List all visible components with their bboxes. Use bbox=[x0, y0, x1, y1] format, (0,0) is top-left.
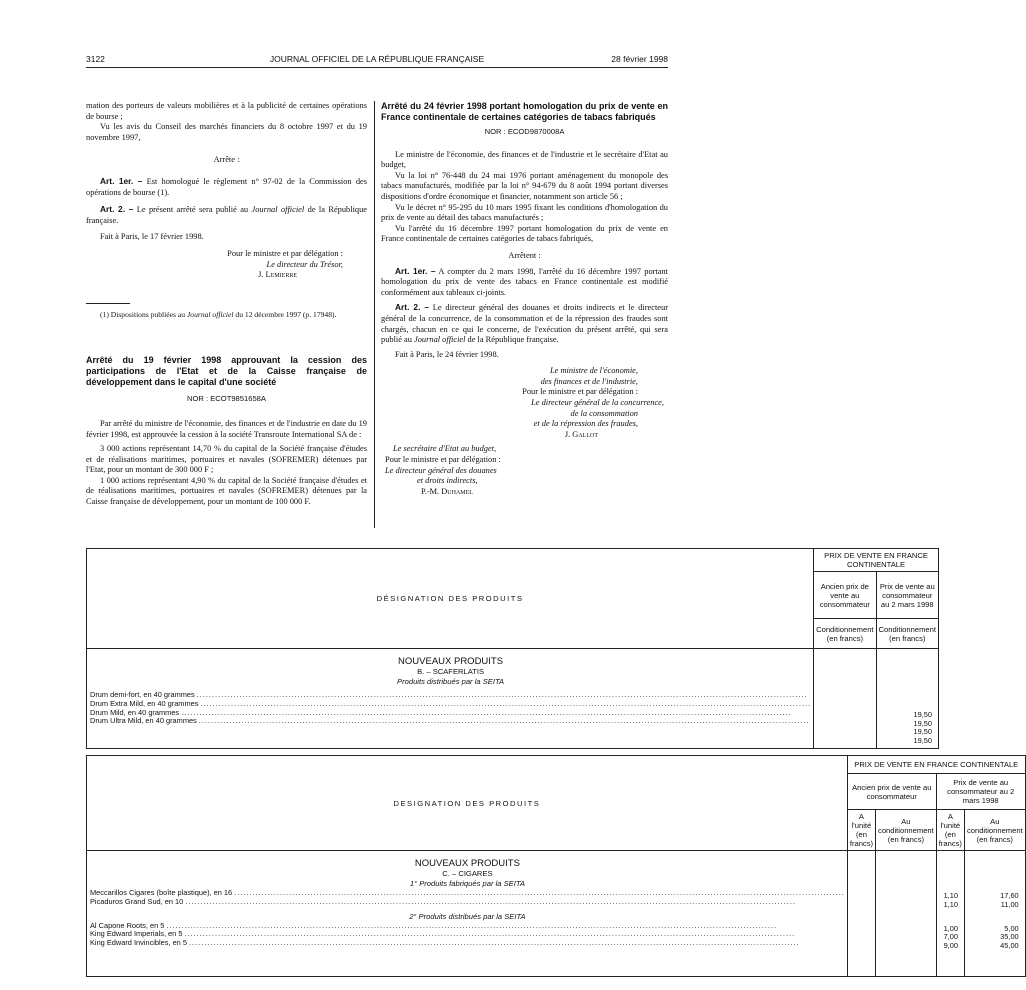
left-paragraph: Vu les avis du Conseil des marchés financiers du 8 octobre 1997 et du 19 novembre 1997, bbox=[86, 122, 367, 142]
new-price-header: Prix de vente au consommateur au 2 mars 1998 bbox=[936, 774, 1025, 810]
nor-reference: NOR : ECOD9870008A bbox=[484, 127, 565, 136]
price-value: 19,50 bbox=[913, 718, 932, 728]
dot-leader: ........................................................................................................................................................................................................ bbox=[185, 896, 796, 906]
decree-title: Arrêté du 24 février 1998 portant homologation du prix de vente en France continentale de certaines catégories de tabacs fabriqués bbox=[381, 101, 668, 122]
arrete-heading: Arrête : bbox=[213, 155, 240, 165]
column-divider bbox=[374, 101, 375, 528]
signature-line: Pour le ministre et par délégation : bbox=[227, 248, 343, 258]
dot-leader: ........................................................................................................................................................................................................ bbox=[166, 920, 778, 930]
fait-a-paris: Fait à Paris, le 24 février 1998. bbox=[395, 349, 499, 359]
right-paragraph: Vu le décret n° 95-295 du 10 mars 1995 fixant les conditions d'homologation du prix de vente au détail des tabacs manufacturés ; bbox=[381, 202, 668, 223]
product-name: Drum Mild, en 40 grammes bbox=[90, 707, 180, 717]
product-group: NOUVEAUX PRODUITS C. – CIGARES 1° Produits fabriqués par la SEITA bbox=[409, 858, 525, 888]
conditionnement-header: Conditionnement (en francs) bbox=[814, 619, 876, 649]
product-list bbox=[90, 691, 811, 726]
signature-name: P.-M. Duhamel bbox=[421, 486, 473, 496]
article-1: Art. 1er. – A compter du 2 mars 1998, l'arrêté du 16 décembre 1997 portant homologation du prix de vente des tabacs en France continentale est modifié conformément aux tableaux ci-joints. bbox=[381, 265, 668, 297]
designation-header: DÉSIGNATION DES PRODUITS bbox=[87, 549, 814, 649]
unit-header: A l'unité (en francs) bbox=[936, 810, 964, 851]
product-row bbox=[90, 939, 845, 948]
dot-leader: ........................................................................................................................................................................................................ bbox=[200, 698, 812, 708]
price-header: PRIX DE VENTE EN FRANCE CONTINENTALE bbox=[847, 756, 1025, 774]
article-label: Art. 1er. – bbox=[100, 175, 143, 186]
dot-leader: ........................................................................................................................................................................................................ bbox=[181, 707, 792, 717]
decree-title: Arrêté du 19 février 1998 approuvant la cession des participations de l'Etat et de la Caisse française de développement dans le capital d'une société bbox=[86, 355, 367, 388]
price-header: PRIX DE VENTE EN FRANCE CONTINENTALE bbox=[814, 549, 939, 572]
conditionnement-header: Au conditionnement (en francs) bbox=[876, 810, 937, 851]
signature-block-1: Le ministre de l'économie, des finances et de l'industrie, Pour le ministre et par délégation : Le directeur général de la concurrence, de la consommation et de la répression des fraudes, J. Gallot bbox=[381, 366, 668, 440]
dot-leader: ........................................................................................................................................................................................................ bbox=[188, 938, 800, 948]
journal-title: JOURNAL OFFICIEL DE LA RÉPUBLIQUE FRANÇAISE bbox=[269, 54, 485, 64]
price-value: 19,50 bbox=[913, 727, 932, 737]
left-paragraph: mation des porteurs de valeurs mobilières et à la publicité de certaines opérations de bourse ; bbox=[86, 101, 367, 121]
price-value: 11,00 bbox=[1000, 899, 1019, 909]
unit-header: A l'unité (en francs) bbox=[847, 810, 875, 851]
right-column bbox=[381, 101, 668, 497]
dot-leader: ........................................................................................................................................................................................................ bbox=[234, 888, 845, 897]
article-2: Art. 2. – Le présent arrêté sera publié au Journal officiel de la République française. bbox=[86, 204, 367, 225]
product-name: King Edward Invincibles, en 5 bbox=[90, 938, 187, 948]
price-value: 19,50 bbox=[913, 736, 932, 746]
article-label: Art. 2. – bbox=[100, 204, 134, 215]
article-1: Art. 1er. – Est homologué le règlement n° 97-02 de la Commission des opérations de bourse (1). bbox=[86, 175, 367, 197]
fait-a-paris: Fait à Paris, le 17 février 1998. bbox=[100, 232, 204, 242]
price-table-scaferlatis bbox=[86, 548, 939, 749]
signature-name: J. Lemierre bbox=[258, 270, 297, 280]
footnote: (1) Dispositions publiées au Journal officiel du 12 décembre 1997 (p. 17948). bbox=[100, 309, 337, 319]
signature-title: Le directeur du Trésor, bbox=[266, 259, 343, 269]
article-label: Art. 2. – bbox=[395, 302, 430, 313]
product-name: Drum Extra Mild, en 40 grammes bbox=[90, 698, 199, 708]
product-name: Drum Ultra Mild, en 40 grammes bbox=[90, 716, 197, 726]
products-cell bbox=[87, 851, 848, 977]
product-name: Picaduros Grand Sud, en 10 bbox=[90, 896, 184, 906]
price-value: 1,10 bbox=[943, 891, 958, 900]
product-list bbox=[90, 889, 845, 907]
product-name: Al Capone Roots, en 5 bbox=[90, 920, 165, 930]
article-2: Art. 2. – Le directeur général des douanes et droits indirects et le directeur général de la concurrence, de la consommation et de la répression des fraudes sont chargés, chacun en ce qui le concerne, de l'exécution du présent arrêté, qui sera publié au Journal officiel de la République française. bbox=[381, 302, 668, 345]
left-paragraph: 1 000 actions représentant 4,90 % du capital de la Société française d'études et de réalisations maritimes, portuaires et navales (SOFREMER) détenues par la Caisse française de développement, pour un montant de 100 000 F. bbox=[86, 475, 367, 507]
right-paragraph: Vu l'arrêté du 16 décembre 1997 portant homologation du prix de vente en France continentale de certaines catégories de tabacs fabriqués, bbox=[381, 223, 668, 244]
new-unit-column bbox=[936, 851, 964, 977]
conditionnement-header: Au conditionnement (en francs) bbox=[964, 810, 1025, 851]
product-name: Drum demi-fort, en 40 grammes bbox=[90, 690, 195, 699]
left-column bbox=[86, 101, 367, 508]
product-row bbox=[90, 898, 845, 907]
footnote-rule bbox=[86, 303, 130, 304]
old-unit-column bbox=[847, 851, 875, 977]
header-rule bbox=[86, 67, 668, 68]
price-value: 19,50 bbox=[913, 709, 932, 719]
dot-leader: ........................................................................................................................................................................................................ bbox=[184, 929, 796, 939]
arretent-heading: Arrêtent : bbox=[508, 250, 541, 260]
price-value: 1,10 bbox=[943, 899, 958, 909]
issue-date: 28 février 1998 bbox=[611, 54, 668, 64]
products-cell bbox=[87, 649, 814, 749]
old-price-header: Ancien prix de vente au consommateur bbox=[814, 572, 876, 619]
signature-name: J. Gallot bbox=[564, 429, 598, 439]
product-row bbox=[90, 717, 811, 726]
page-number: 3122 bbox=[86, 54, 105, 64]
product-name: King Edward Imperials, en 5 bbox=[90, 929, 183, 939]
left-paragraph: Par arrêté du ministre de l'économie, des finances et de l'industrie en date du 19 février 1998, est approuvée la cession à la société Transroute International SA de : bbox=[86, 418, 367, 439]
product-list bbox=[90, 922, 845, 948]
price-value: 45,00 bbox=[1000, 941, 1019, 951]
nor-reference: NOR : ECOT9851658A bbox=[187, 394, 266, 404]
new-price-column bbox=[876, 649, 938, 749]
product-name: Meccarillos Cigares (boîte plastique), en 16 bbox=[90, 888, 233, 897]
new-price-header: Prix de vente au consommateur au 2 mars 1998 bbox=[876, 572, 938, 619]
signature-block-2: Le secrétaire d'Etat au budget, Pour le ministre et par délégation : Le directeur général des douanes et droits indirects, P.-M. Duhamel bbox=[381, 444, 668, 497]
old-conditionnement-column bbox=[876, 851, 937, 977]
conditionnement-header: Conditionnement (en francs) bbox=[876, 619, 938, 649]
price-value: 5,00 bbox=[1004, 923, 1019, 933]
right-paragraph: Vu la loi n° 76-448 du 24 mai 1976 portant aménagement du monopole des tabacs manufacturés, modifiée par la loi n° 94-679 du 8 août 1994 portant diverses dispositions d'ordre économique et financier, notamment son article 56 ; bbox=[381, 170, 668, 201]
designation-header: DESIGNATION DES PRODUITS bbox=[87, 756, 848, 851]
left-paragraph: 3 000 actions représentant 14,70 % du capital de la Société française d'études et de réalisations maritimes, portuaires et navales (SOFREMER) détenues par l'Etat, pour un montant de 300 000 F ; bbox=[86, 444, 367, 475]
article-label: Art. 1er. – bbox=[395, 265, 436, 276]
old-price-header: Ancien prix de vente au consommateur bbox=[847, 774, 936, 810]
price-value: 9,00 bbox=[943, 941, 958, 951]
dot-leader: ........................................................................................................................................................................................................ bbox=[198, 716, 810, 726]
right-paragraph: Le ministre de l'économie, des finances et de l'industrie et le secrétaire d'Etat au budget, bbox=[381, 149, 668, 170]
subsection-heading: 2° Produits distribués par la SEITA bbox=[409, 911, 526, 921]
price-value: 1,00 bbox=[943, 923, 958, 933]
old-price-column bbox=[814, 649, 876, 749]
product-group: NOUVEAUX PRODUITS B. – SCAFERLATIS Produits distribués par la SEITA bbox=[397, 656, 505, 686]
price-table-cigares bbox=[86, 755, 1026, 977]
new-conditionnement-column bbox=[964, 851, 1025, 977]
dot-leader: ........................................................................................................................................................................................................ bbox=[196, 690, 808, 699]
price-value: 17,60 bbox=[1000, 891, 1019, 900]
price-value: 35,00 bbox=[1000, 932, 1019, 942]
page-header bbox=[86, 54, 668, 68]
price-value: 7,00 bbox=[943, 932, 958, 942]
